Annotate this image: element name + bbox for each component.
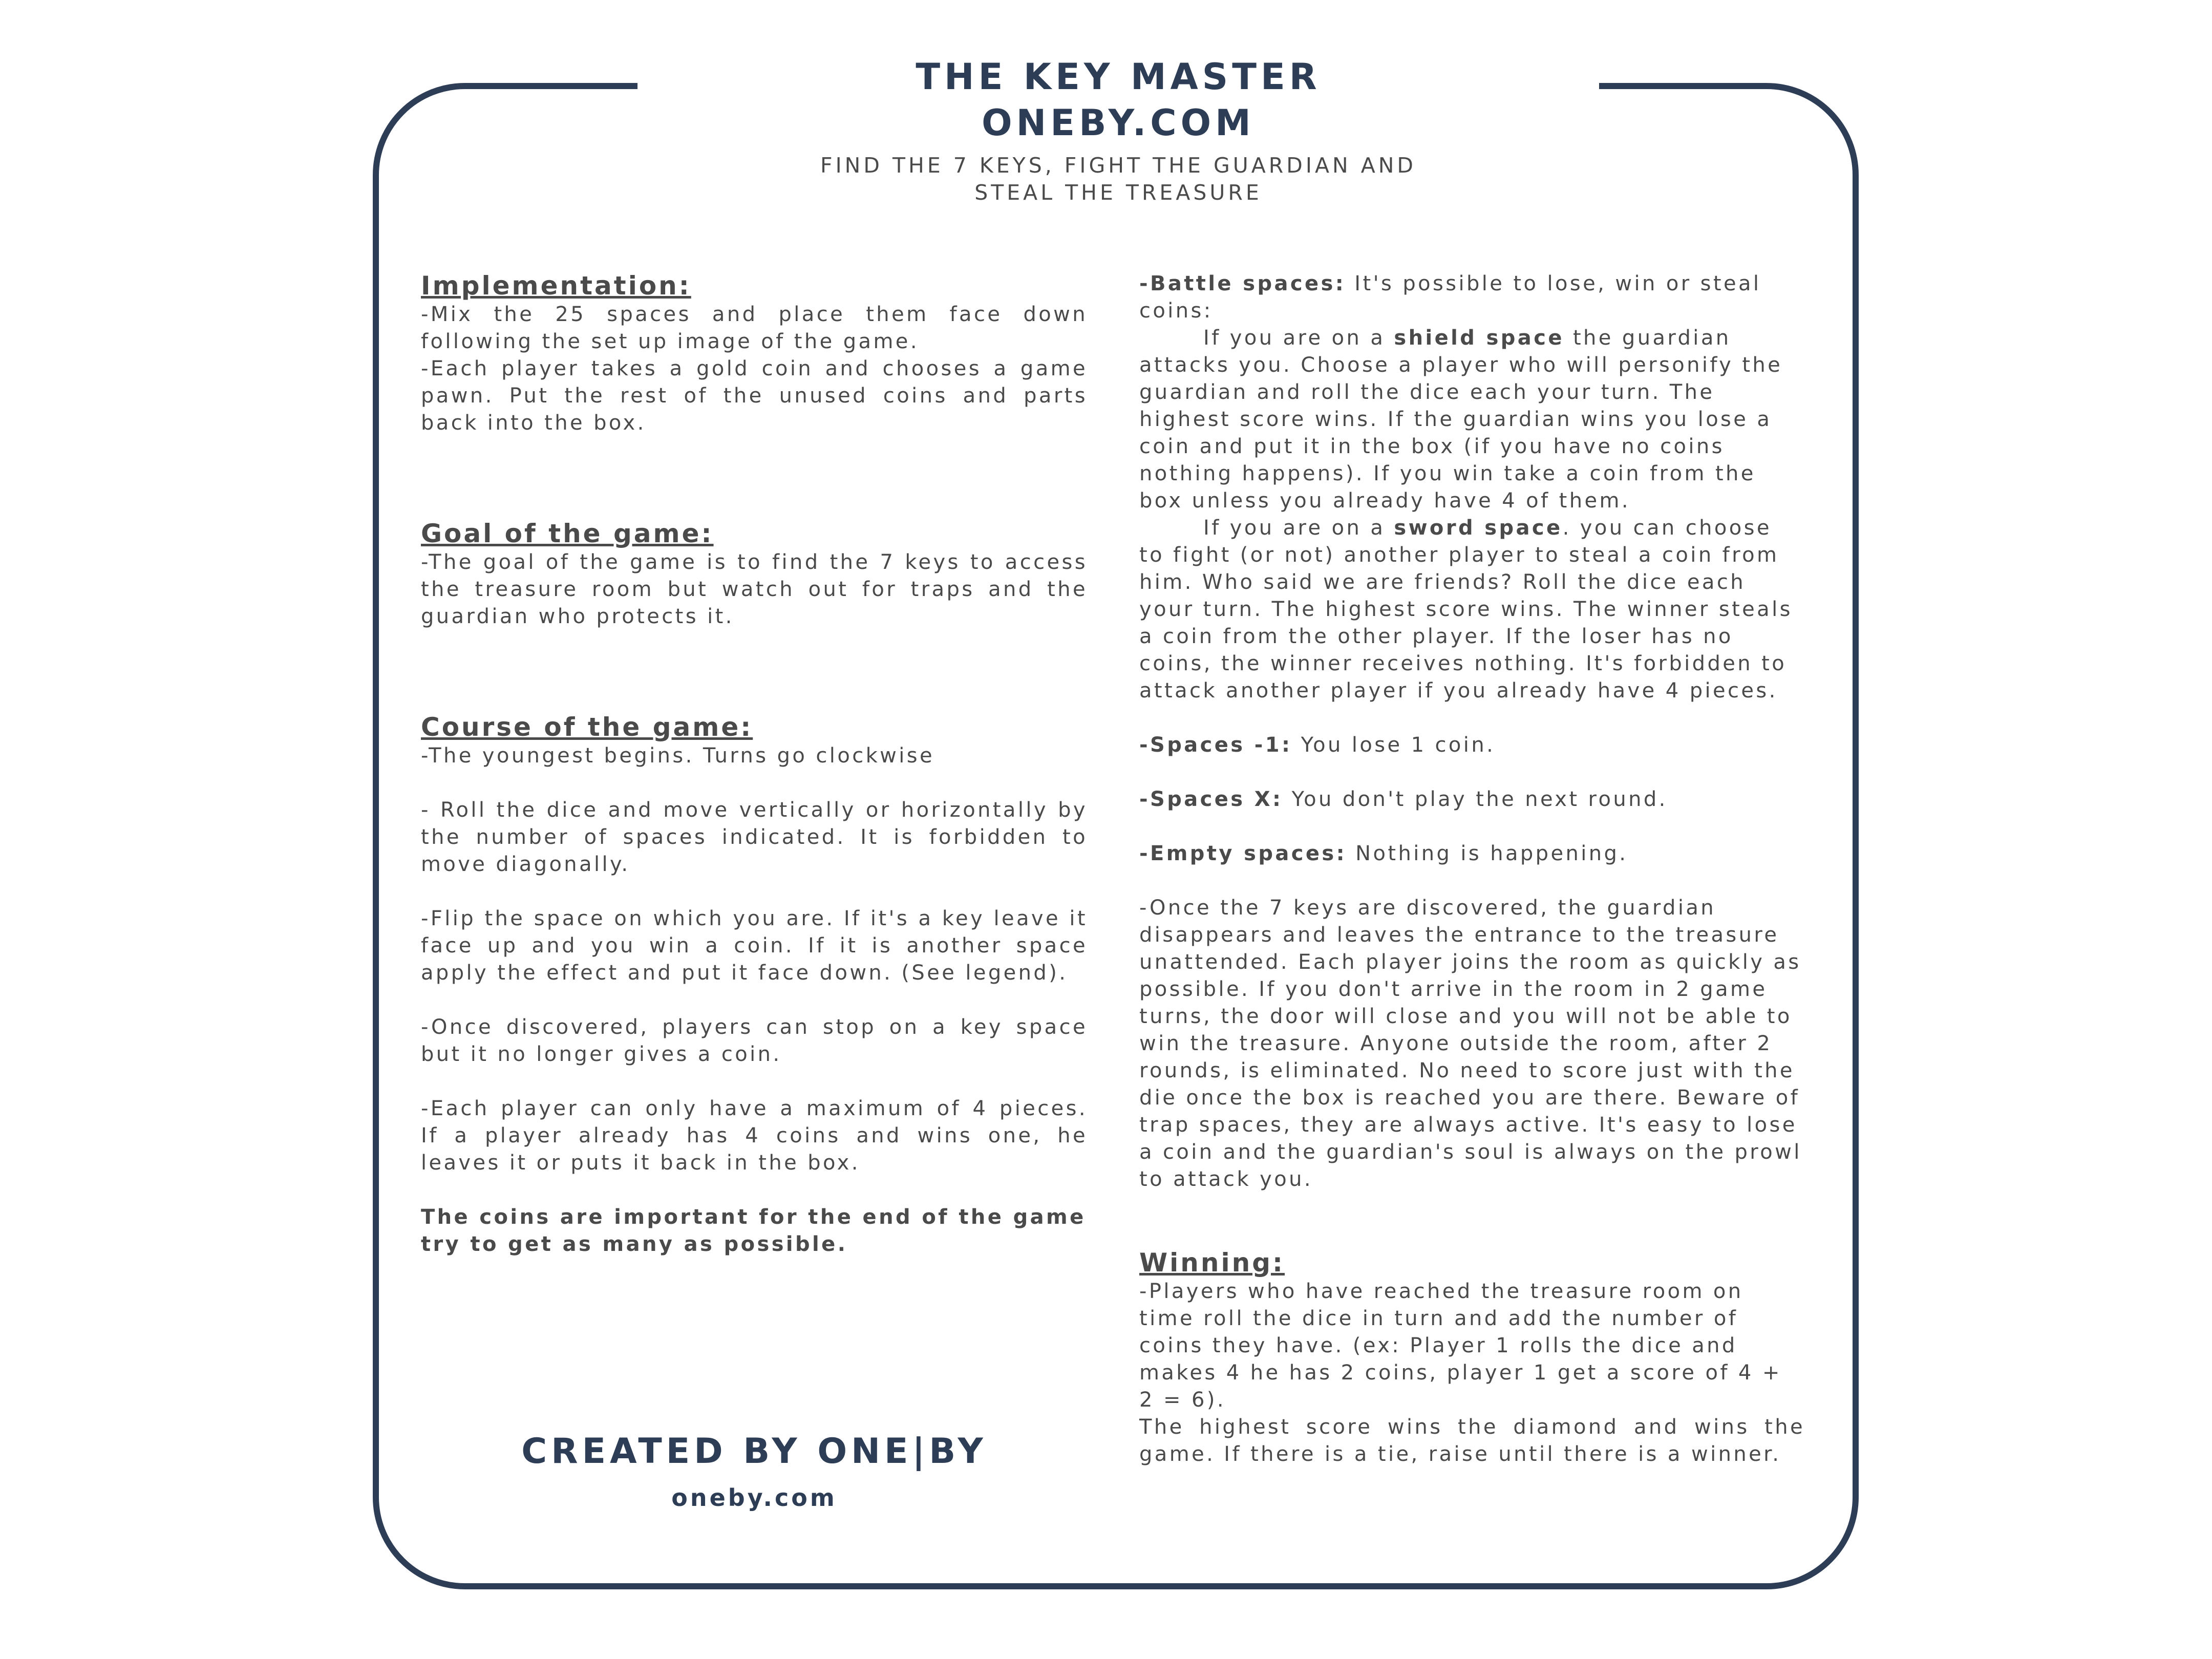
sword-space-rule xyxy=(1139,515,1805,705)
x-text: You don't play the next round. xyxy=(1283,788,1668,811)
winning-text-2: The highest score wins the diamond and wins the game. If there is a tie, raise until there is a winner. xyxy=(1139,1415,1805,1466)
x-spaces xyxy=(1139,786,1805,813)
course-text-4: -Once discovered, players can stop on a key space but it no longer gives a coin. xyxy=(421,1015,1088,1066)
battle-spaces xyxy=(1139,270,1805,325)
minus-label: -Spaces -1: xyxy=(1139,733,1292,757)
shield-text: the guardian attacks you. Choose a player who will personify the guardian and roll the dice each your turn. The highest score wins. If the guardian wins you lose a coin and put it in the box (if you have no coins nothing happens). If you win take a coin from the box unless you already have 4 of them. xyxy=(1139,326,1783,513)
empty-text: Nothing is happening. xyxy=(1347,842,1628,865)
footer xyxy=(421,1429,1088,1516)
course-heading: Course of the game: xyxy=(421,712,753,742)
ending-text: -Once the 7 keys are discovered, the guardian disappears and leaves the entrance to the treasure unattended. Each player joins the room as quickly as possible. If you don't arrive in the room in 2 game turns, the door will close and you will not be able to win the treasure. Anyone outside the room, after 2 rounds, is eliminated. No need to score just with the die once the box is reached you are there. Beware of trap spaces, they are always active. It's easy to lose a coin and the guardian's soul is always on the prowl to attack you. xyxy=(1139,896,1802,1191)
battle-label: -Battle spaces: xyxy=(1139,272,1346,295)
winning-heading: Winning: xyxy=(1139,1248,1285,1278)
coins-note: The coins are important for the end of the game try to get as many as possible. xyxy=(421,1205,1086,1256)
battle-text: It's possible to lose, win or steal coins: xyxy=(1139,272,1761,323)
subtitle-line-2: STEAL THE TREASURE xyxy=(974,180,1262,205)
shield-label: shield space xyxy=(1394,326,1564,350)
subtitle-line-1: FIND THE 7 KEYS, FIGHT THE GUARDIAN AND xyxy=(820,153,1416,178)
sword-label: sword space xyxy=(1394,516,1563,540)
left-column xyxy=(421,270,1088,1258)
course-text-3: -Flip the space on which you are. If it's a key leave it face up and you win a coin. If it is another space apply the effect and put it face down. (See legend). xyxy=(421,907,1088,985)
empty-label: -Empty spaces: xyxy=(1139,842,1347,865)
sword-pre: If you are on a xyxy=(1203,516,1394,540)
footer-link[interactable]: oneby.com xyxy=(671,1484,837,1512)
empty-spaces xyxy=(1139,840,1805,867)
winning-text-1: -Players who have reached the treasure room on time roll the dice in turn and add the number of coins they have. (ex: Player 1 rolls the dice and makes 4 he has 2 coins, player 1 get a score of 4 + 2 = 6). xyxy=(1139,1280,1782,1412)
course-text-2: - Roll the dice and move vertically or horizontally by the number of spaces indicated. It is forbidden to move diagonally. xyxy=(421,798,1088,876)
site-title: ONEBY.COM xyxy=(982,102,1255,144)
goal-heading: Goal of the game: xyxy=(421,519,714,548)
subtitle xyxy=(637,152,1599,206)
header xyxy=(637,54,1599,206)
implementation-heading: Implementation: xyxy=(421,271,691,301)
game-title: THE KEY MASTER xyxy=(916,56,1321,98)
x-label: -Spaces X: xyxy=(1139,788,1283,811)
goal-text: -The goal of the game is to find the 7 keys to access the treasure room but watch out for traps and the guardian who protects it. xyxy=(421,550,1088,628)
created-by: CREATED BY ONE|BY xyxy=(521,1431,987,1472)
implementation-text-1: -Mix the 25 spaces and place them face down following the set up image of the game. xyxy=(421,303,1088,353)
shield-space-rule xyxy=(1139,325,1805,515)
course-text-5: -Each player can only have a maximum of 4 pieces. If a player already has 4 coins and wins one, he leaves it or puts it back in the box. xyxy=(421,1097,1088,1175)
minus-spaces xyxy=(1139,732,1805,759)
minus-text: You lose 1 coin. xyxy=(1292,733,1496,757)
implementation-text-2: -Each player takes a gold coin and chooses a game pawn. Put the rest of the unused coins and parts back into the box. xyxy=(421,357,1088,435)
right-column xyxy=(1139,270,1805,1468)
shield-pre: If you are on a xyxy=(1203,326,1394,350)
course-text-1: -The youngest begins. Turns go clockwise xyxy=(421,744,935,768)
sword-text: . you can choose to fight (or not) another player to steal a coin from him. Who said we are friends? Roll the dice each your turn. The highest score wins. The winner steals a coin from the other player. If the loser has no coins, the winner receives nothing. It's forbidden to attack another player if you already have 4 pieces. xyxy=(1139,516,1793,703)
